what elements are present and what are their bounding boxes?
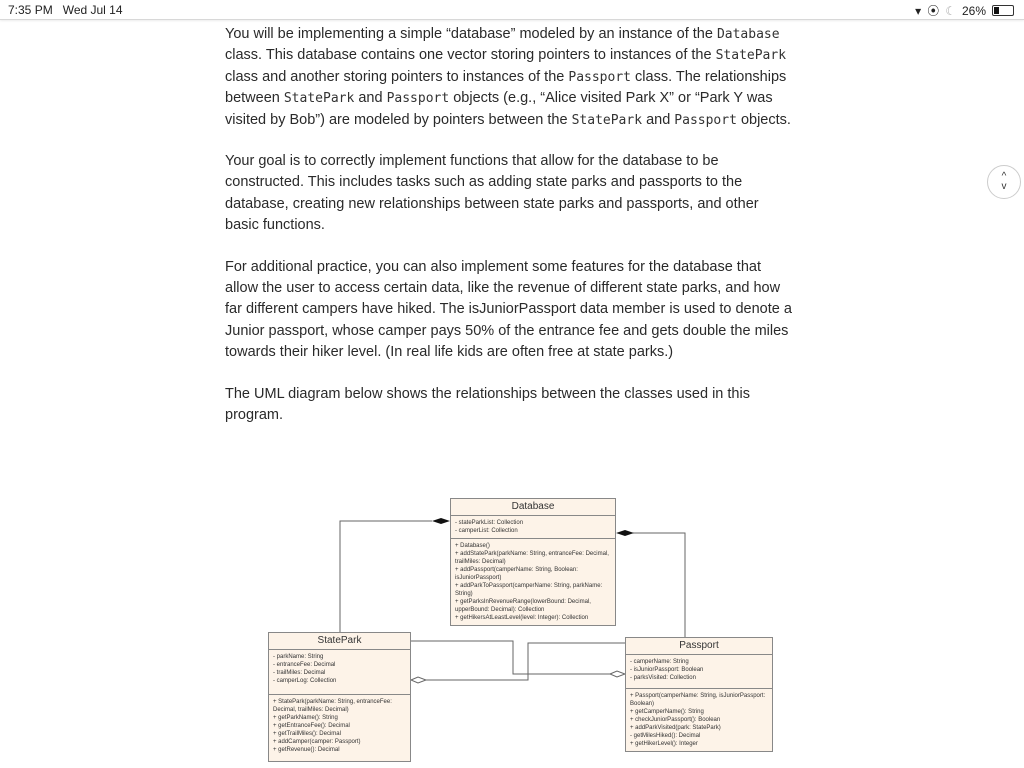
text-run: class and another storing pointers to instances of the bbox=[225, 68, 569, 85]
uml-class-database bbox=[450, 498, 616, 626]
uml-member: - entranceFee: Decimal bbox=[273, 662, 336, 668]
moon-icon: ☾ bbox=[945, 3, 956, 18]
db-passport-line bbox=[628, 533, 685, 637]
uml-member: - getMilesHiked(): Decimal bbox=[630, 733, 701, 739]
composition-diamond-left bbox=[432, 518, 450, 524]
class-title: Database bbox=[451, 499, 615, 516]
status-time: 7:35 PM Wed Jul 14 bbox=[8, 3, 123, 17]
class-name-code: StatePark bbox=[571, 112, 643, 128]
uml-member: + getHikersAtLeastLevel(level: Integer): Collection bbox=[455, 615, 589, 621]
uml-member: + addParkVisited(park: StatePark) bbox=[630, 725, 721, 731]
uml-member: - trailMiles: Decimal bbox=[273, 670, 326, 676]
class-title: StatePark bbox=[269, 633, 410, 650]
uml-member: + Passport(camperName: String, isJuniorPassport: Boolean) bbox=[630, 693, 766, 707]
uml-member: + getCamperName(): String bbox=[630, 709, 704, 715]
text-run: class. This database contains one vector storing pointers to instances of the bbox=[225, 47, 716, 64]
uml-member: - isJuniorPassport: Boolean bbox=[630, 667, 704, 673]
class-name-code: Passport bbox=[386, 91, 450, 107]
aggregation-diamond-statepark bbox=[411, 677, 426, 683]
battery-percent: 26% bbox=[961, 3, 986, 18]
composition-diamond-right bbox=[616, 530, 634, 536]
uml-member: + addStatePark(parkName: String, entranceFee: Decimal, trailMiles: Decimal) bbox=[455, 551, 609, 565]
class-name-code: Database bbox=[716, 27, 780, 42]
uml-member: - stateParkList: Collection bbox=[455, 520, 524, 526]
text-run: class. The relationships between bbox=[225, 68, 787, 107]
uml-member: + getHikerLevel(): Integer bbox=[630, 741, 698, 747]
class-methods bbox=[451, 539, 615, 625]
uml-member: + addCamper(camper: Passport) bbox=[273, 739, 361, 745]
uml-intro-paragraph: The UML diagram below shows the relationships between the classes used in this program. bbox=[225, 385, 750, 424]
text-run: and bbox=[642, 111, 675, 128]
class-attributes bbox=[269, 650, 410, 695]
orientation-lock-icon: ⦿ bbox=[927, 4, 940, 18]
uml-class-statepark bbox=[268, 632, 411, 762]
uml-member: + StatePark(parkName: String, entranceFee: Decimal, trailMiles: Decimal) bbox=[273, 699, 392, 713]
uml-member: + addParkToPassport(camperName: String, parkName: String) bbox=[455, 583, 603, 597]
uml-member: + getParkName(): String bbox=[273, 715, 338, 721]
class-name-code: StatePark bbox=[283, 91, 355, 107]
text-run: objects (e.g., “Alice visited Park X” or “Park Y was visited by Bob”) are modeled by pointers between the bbox=[225, 90, 773, 128]
statepark-passport-line bbox=[411, 641, 610, 674]
class-attributes bbox=[451, 516, 615, 539]
text-run: objects. bbox=[736, 111, 791, 128]
uml-member: - parkName: String bbox=[273, 654, 324, 660]
text-run: and bbox=[354, 90, 387, 107]
practice-paragraph: For additional practice, you can also implement some features for the database that allow the user to access certain data, like the revenue of different state parks, and how far different campers have hiked. The isJuniorPassport data member is used to denote a Junior passport, whose camper pays 50% of the entrance fee and gets double the miles towards their hiker level. (In real life kids are often free at state parks.) bbox=[225, 258, 792, 361]
class-title: Passport bbox=[626, 638, 772, 655]
class-attributes bbox=[626, 655, 772, 689]
uml-member: - parksVisited: Collection bbox=[630, 675, 696, 681]
aggregation-diamond-passport bbox=[610, 671, 625, 677]
uml-member: - camperList: Collection bbox=[455, 528, 518, 534]
text-run: You will be implementing a simple “database” modeled by an instance of the bbox=[225, 26, 717, 42]
uml-member: + Database() bbox=[455, 543, 490, 549]
chevron-down-icon[interactable]: v bbox=[1001, 181, 1007, 192]
class-name-code: StatePark bbox=[715, 48, 787, 64]
chevron-up-icon[interactable]: ^ bbox=[1001, 171, 1007, 182]
class-methods bbox=[626, 689, 772, 751]
uml-member: + getEntranceFee(): Decimal bbox=[273, 723, 350, 729]
uml-member: - camperLog: Collection bbox=[273, 678, 337, 684]
uml-member: + getRevenue(): Decimal bbox=[273, 747, 340, 753]
class-name-code: Passport bbox=[674, 112, 737, 128]
class-methods bbox=[269, 695, 410, 757]
uml-class-passport bbox=[625, 637, 773, 752]
uml-member: - camperName: String bbox=[630, 659, 689, 665]
uml-member: + addPassport(camperName: String, Boolean: isJuniorPassport) bbox=[455, 567, 578, 581]
wifi-icon: ▾ bbox=[915, 3, 922, 18]
uml-member: + getTrailMiles(): Decimal bbox=[273, 731, 341, 737]
uml-member: + getParksInRevenueRange(lowerBound: Decimal, upperBound: Decimal): Collection bbox=[455, 599, 591, 613]
goal-paragraph: Your goal is to correctly implement functions that allow for the database to be constructed. This includes tasks such as adding state parks and passports to the database, creating new relationships between state parks and passports, and other basic functions. bbox=[225, 153, 759, 234]
class-name-code: Passport bbox=[568, 69, 631, 85]
uml-member: + checkJuniorPassport(): Boolean bbox=[630, 717, 721, 723]
db-statepark-line bbox=[340, 521, 432, 632]
